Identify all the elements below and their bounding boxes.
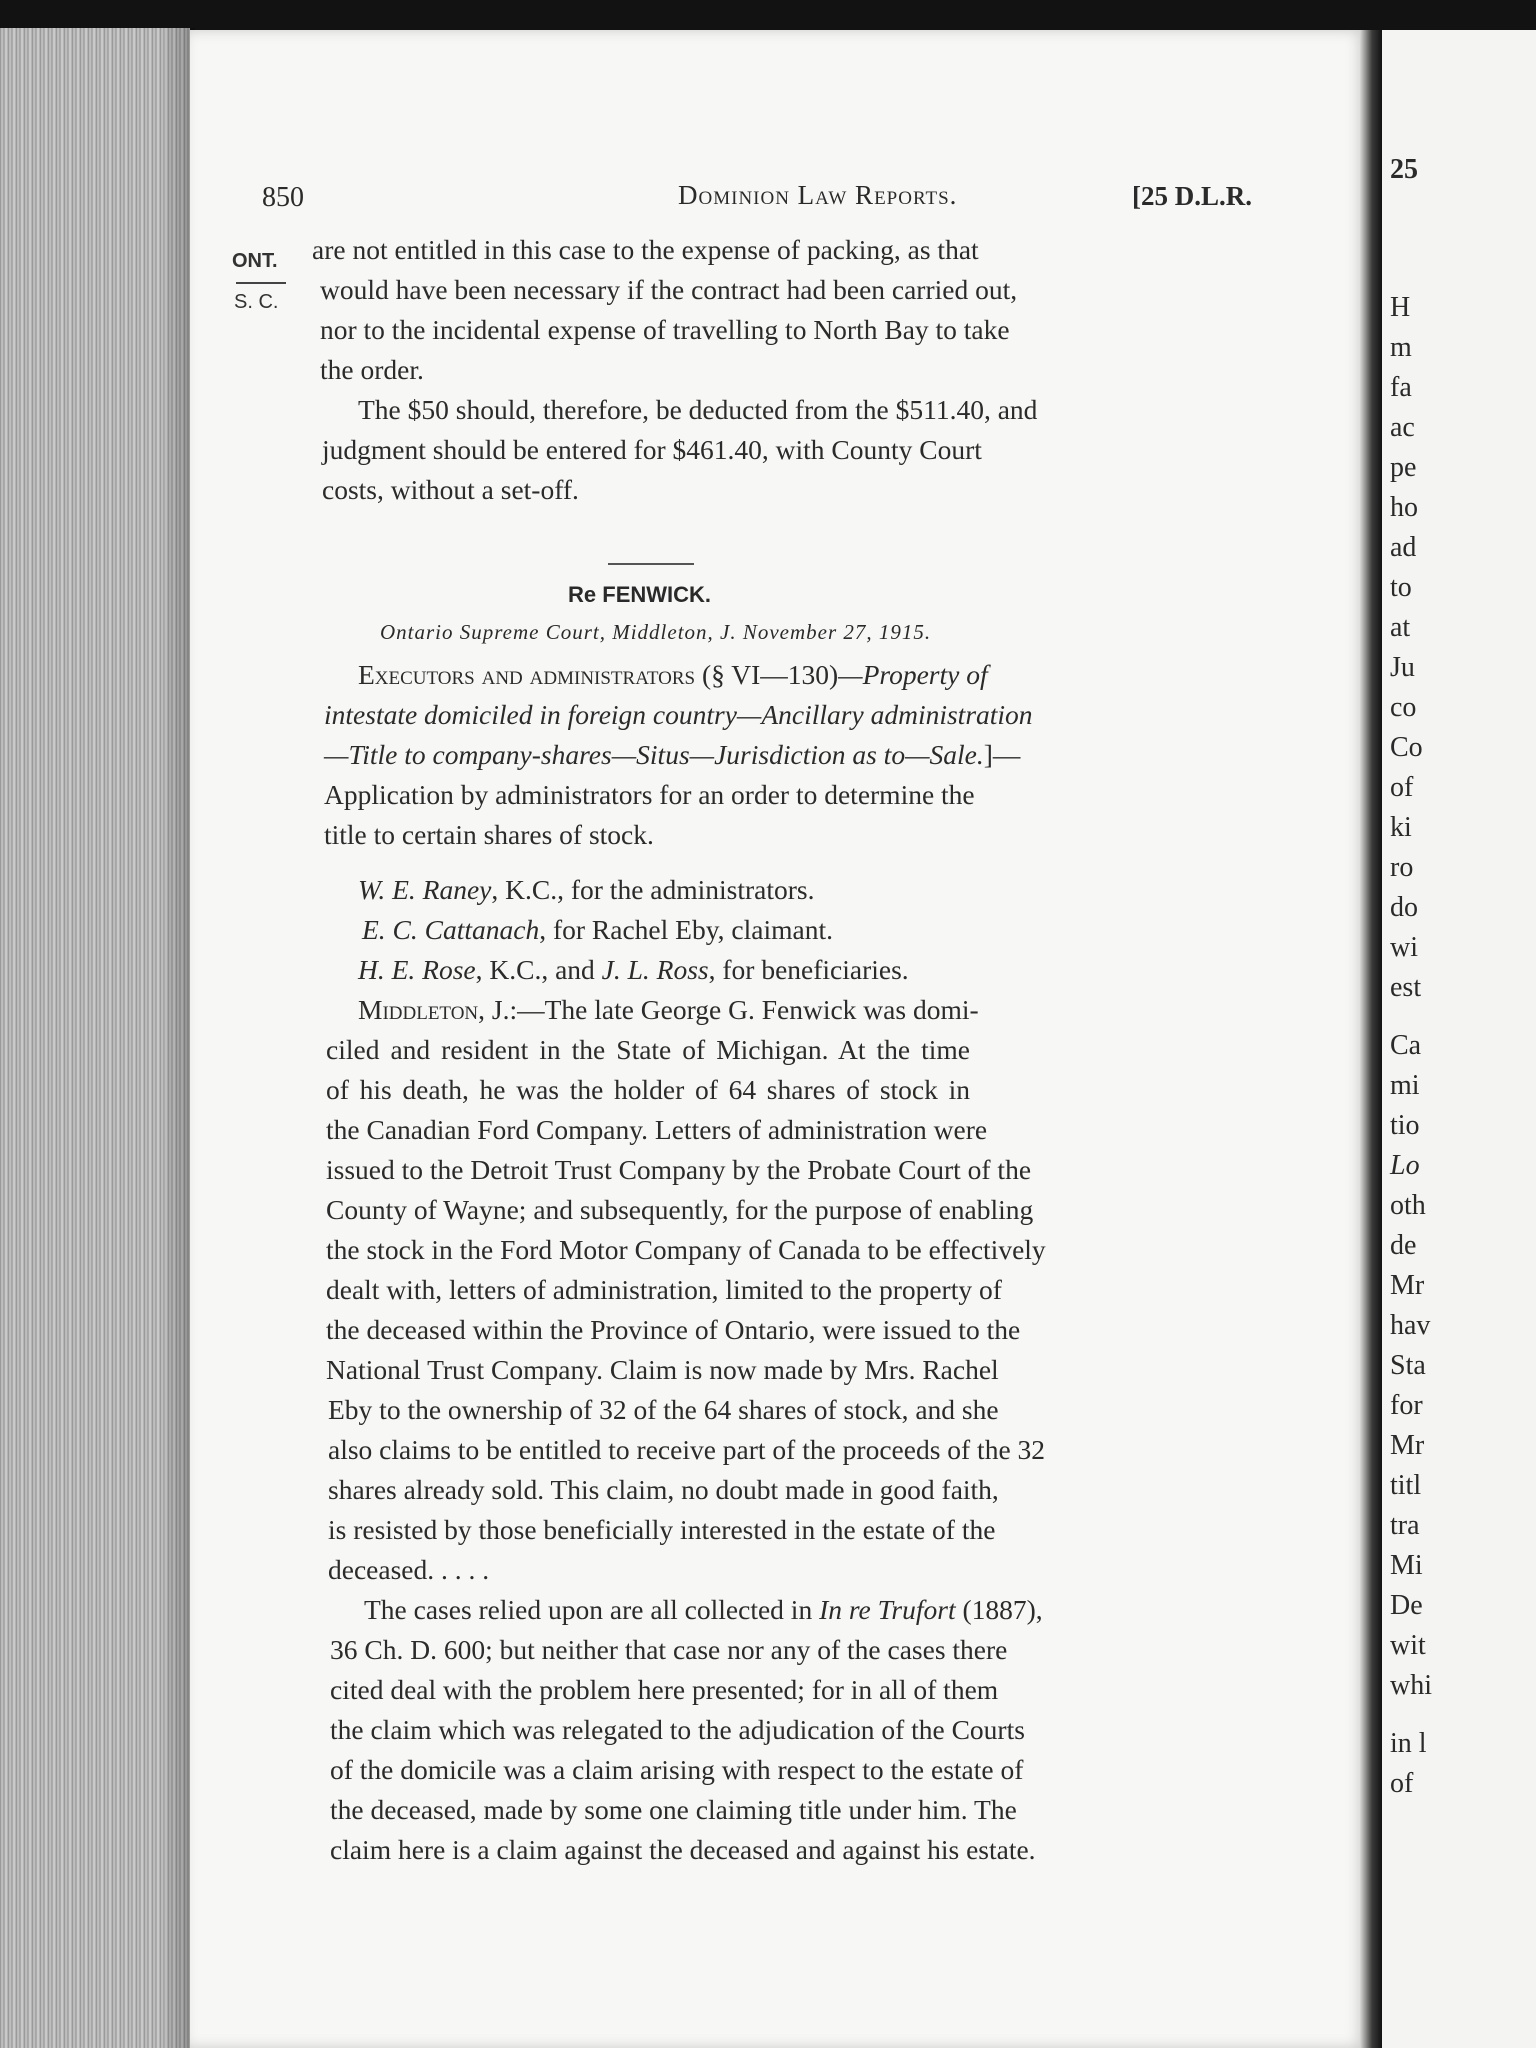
counsel-name: W. E. Raney xyxy=(358,874,492,905)
counsel-line xyxy=(358,950,909,990)
facing-page-line: tio xyxy=(1390,1110,1420,1141)
court-line: Ontario Supreme Court, Middleton, J. November 27, 1915. xyxy=(380,620,932,644)
judgment-line: the deceased within the Province of Ontario, were issued to the xyxy=(326,1314,1021,1345)
headnote-line xyxy=(358,655,988,695)
headnote-section: (§ VI—130) xyxy=(695,659,839,690)
facing-page-line: of xyxy=(1390,1768,1414,1799)
headnote-line xyxy=(324,735,1021,775)
page-number: 850 xyxy=(262,182,304,213)
paragraph-text: The cases relied upon are all collected in xyxy=(364,1594,820,1625)
judgment-line: issued to the Detroit Trust Company by the Probate Court of the xyxy=(326,1154,1032,1185)
margin-province: ONT. xyxy=(232,250,278,272)
judgment-text: :—The late George G. Fenwick was domi- xyxy=(509,994,979,1025)
facing-page-line: at xyxy=(1390,612,1411,643)
body-line: the order. xyxy=(320,354,424,385)
case-citation: In re Trufort xyxy=(819,1594,956,1625)
body-line: The $50 should, therefore, be deducted from the $511.40, and xyxy=(358,394,1038,425)
facing-page-line: in l xyxy=(1390,1728,1427,1759)
case-title xyxy=(568,582,711,608)
facing-page-line: titl xyxy=(1390,1470,1422,1501)
body-line: judgment should be entered for $461.40, with County Court xyxy=(322,434,982,465)
case-title-prefix: Re xyxy=(568,582,597,607)
headnote-subject: Executors and administrators xyxy=(358,659,696,690)
judge-name: Middleton, J. xyxy=(358,994,510,1025)
headnote-line: title to certain shares of stock. xyxy=(324,819,654,850)
facing-page-line: Sta xyxy=(1390,1350,1426,1381)
margin-rule xyxy=(236,282,286,284)
facing-page-line: Mr xyxy=(1390,1430,1425,1461)
counsel-role: , for Rachel Eby, claimant. xyxy=(539,914,833,945)
facing-page-line: co xyxy=(1390,692,1417,723)
facing-page-line: whi xyxy=(1390,1670,1432,1701)
headnote-line: Application by administrators for an order to determine the xyxy=(324,779,975,810)
facing-page-line: De xyxy=(1390,1590,1423,1621)
judgment-line: shares already sold. This claim, no doubt made in good faith, xyxy=(328,1474,999,1505)
scan-top-band xyxy=(0,0,1536,32)
counsel-name: E. C. Cattanach xyxy=(362,914,540,945)
facing-page-line: wi xyxy=(1390,932,1418,963)
counsel-line xyxy=(362,910,833,950)
paragraph-line: 36 Ch. D. 600; but neither that case nor any of the cases there xyxy=(330,1634,1008,1665)
facing-page-line: oth xyxy=(1390,1190,1426,1221)
facing-page-line: tra xyxy=(1390,1510,1420,1541)
judgment-line: County of Wayne; and subsequently, for the purpose of enabling xyxy=(326,1194,1034,1225)
facing-page-line: ad xyxy=(1390,532,1417,563)
judgment-line: is resisted by those beneficially interested in the estate of the xyxy=(328,1514,996,1545)
paragraph-line: of the domicile was a claim arising with respect to the estate of xyxy=(330,1754,1024,1785)
left-page xyxy=(190,30,1365,2048)
judgment-line: National Trust Company. Claim is now made by Mrs. Rachel xyxy=(326,1354,999,1385)
facing-page-line: do xyxy=(1390,892,1418,923)
facing-page-line: Ju xyxy=(1390,652,1415,683)
headnote-line xyxy=(324,695,1033,735)
headnote-topic: —Title to company-shares—Situs—Jurisdiction as to—Sale. xyxy=(324,739,984,770)
facing-page-line: Lo xyxy=(1390,1150,1420,1181)
facing-page-line: ro xyxy=(1390,852,1414,883)
facing-page-line: fa xyxy=(1390,372,1412,403)
headnote-close: ]— xyxy=(983,739,1021,770)
body-line: nor to the incidental expense of travelling to North Bay to take xyxy=(320,314,1010,345)
facing-page-line: Ca xyxy=(1390,1030,1422,1061)
facing-page-line: for xyxy=(1390,1390,1423,1421)
judgment-line: deceased. . . . . xyxy=(328,1554,490,1585)
judgment-line: Eby to the ownership of 32 of the 64 shares of stock, and she xyxy=(328,1394,999,1425)
facing-page-fragment xyxy=(1382,30,1536,2048)
facing-page-line: Co xyxy=(1390,732,1423,763)
judgment-line: also claims to be entitled to receive part of the proceeds of the 32 xyxy=(328,1434,1046,1465)
facing-page-line: mi xyxy=(1390,1070,1420,1101)
counsel-name: J. L. Ross xyxy=(601,954,709,985)
facing-page-line: ho xyxy=(1390,492,1418,523)
facing-page-line: de xyxy=(1390,1230,1417,1261)
case-title-name: FENWICK. xyxy=(602,582,712,607)
judgment-line: the stock in the Ford Motor Company of Canada to be effectively xyxy=(326,1234,1046,1265)
paragraph-line: cited deal with the problem here presented; for in all of them xyxy=(330,1674,999,1705)
headnote-topic: intestate domiciled in foreign country—Ancillary administration xyxy=(324,699,1033,730)
book-page-edges xyxy=(0,28,190,2048)
facing-page-line: Mr xyxy=(1390,1270,1425,1301)
paragraph-line: the deceased, made by some one claiming title under him. The xyxy=(330,1794,1017,1825)
volume-reference: [25 D.L.R. xyxy=(1132,181,1252,211)
facing-page-line: of xyxy=(1390,772,1414,803)
body-line: are not entitled in this case to the expense of packing, as that xyxy=(312,234,979,265)
counsel-role: , K.C., and xyxy=(475,954,602,985)
judgment-line: ciled and resident in the State of Michigan. At the time xyxy=(326,1034,970,1065)
facing-page-line: to xyxy=(1390,572,1412,603)
facing-page-line: m xyxy=(1390,332,1412,363)
section-rule xyxy=(608,563,694,565)
paragraph-line xyxy=(364,1590,1043,1630)
book-gutter xyxy=(1360,30,1382,2048)
counsel-line xyxy=(358,870,814,910)
facing-page-line: ki xyxy=(1390,812,1412,843)
judgment-line: the Canadian Ford Company. Letters of administration were xyxy=(326,1114,988,1145)
judgment-line: dealt with, letters of administration, limited to the property of xyxy=(326,1274,1002,1305)
facing-page-header: 25 xyxy=(1390,154,1418,185)
counsel-role: , for beneficiaries. xyxy=(708,954,909,985)
judgment-line: of his death, he was the holder of 64 shares of stock in xyxy=(326,1074,970,1105)
body-line: costs, without a set-off. xyxy=(322,474,579,505)
facing-page-line: wit xyxy=(1390,1630,1426,1661)
body-line: would have been necessary if the contract had been carried out, xyxy=(320,274,1018,305)
paragraph-line: the claim which was relegated to the adjudication of the Courts xyxy=(330,1714,1025,1745)
headnote-topic: —Property of xyxy=(838,659,988,690)
facing-page-line: H xyxy=(1390,292,1411,323)
facing-page-line: est xyxy=(1390,972,1422,1003)
paragraph-text: (1887), xyxy=(955,1594,1043,1625)
running-title: Dominion Law Reports. xyxy=(678,180,958,210)
counsel-name: H. E. Rose xyxy=(358,954,476,985)
facing-page-line: ac xyxy=(1390,412,1415,443)
facing-page-line: hav xyxy=(1390,1310,1431,1341)
paragraph-line: claim here is a claim against the deceased and against his estate. xyxy=(330,1834,1036,1865)
counsel-role: , K.C., for the administrators. xyxy=(491,874,815,905)
margin-court: S. C. xyxy=(234,291,279,313)
facing-page-line: Mi xyxy=(1390,1550,1423,1581)
judgment-line xyxy=(358,990,979,1030)
facing-page-line: pe xyxy=(1390,452,1417,483)
